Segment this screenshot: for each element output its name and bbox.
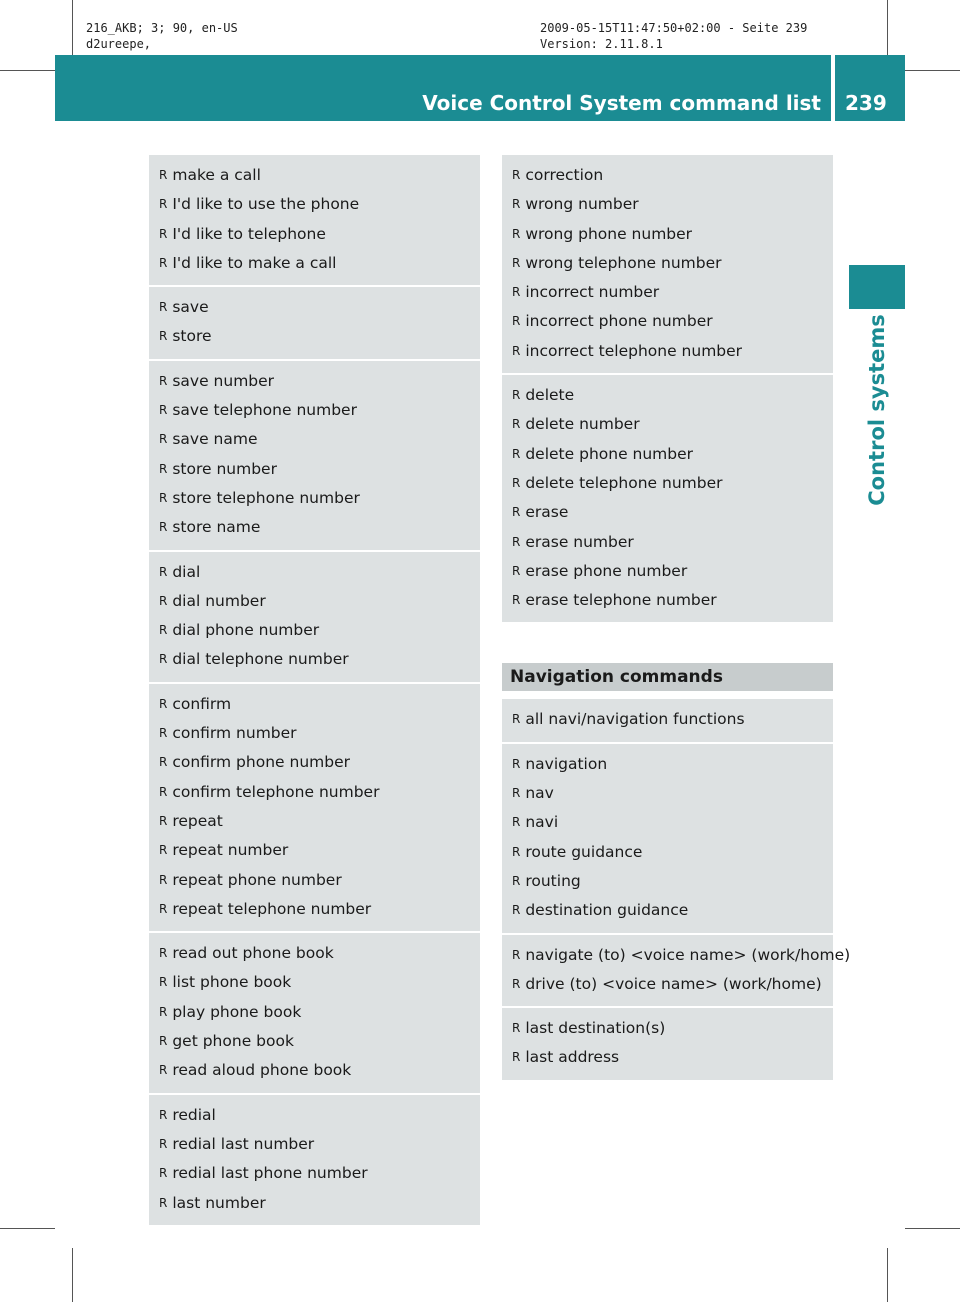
bullet-icon: R — [159, 197, 168, 212]
bullet-icon: R — [512, 314, 521, 329]
command-item — [149, 1101, 480, 1130]
command-text: erase telephone number — [525, 591, 717, 610]
bullet-icon: R — [512, 563, 521, 578]
command-item — [502, 808, 833, 837]
meta-left-line1: 216_AKB; 3; 90, en-US — [86, 21, 238, 35]
bullet-icon: R — [159, 946, 168, 961]
crop-mark — [905, 1228, 960, 1229]
bullet-icon: R — [159, 1107, 168, 1122]
command-text: confirm phone number — [172, 753, 350, 772]
command-text: navigation — [525, 754, 608, 773]
page-number: 239 — [845, 91, 887, 115]
command-item — [149, 1056, 480, 1085]
command-item — [502, 867, 833, 896]
command-text: store number — [172, 459, 277, 478]
bullet-icon: R — [159, 696, 168, 711]
command-group — [502, 699, 833, 743]
command-text: correction — [525, 166, 604, 184]
command-item — [502, 705, 833, 734]
command-item — [502, 557, 833, 586]
command-item — [502, 249, 833, 278]
command-group — [149, 287, 480, 361]
command-item — [149, 1159, 480, 1188]
bullet-icon: R — [512, 197, 521, 212]
command-item — [502, 220, 833, 249]
command-text: delete phone number — [525, 444, 694, 463]
command-text: last destination(s) — [525, 1019, 666, 1038]
command-text: erase phone number — [525, 561, 688, 580]
command-text: nav — [525, 784, 554, 803]
bullet-icon: R — [159, 813, 168, 828]
command-item — [149, 322, 480, 351]
command-item — [502, 410, 833, 439]
command-text: last address — [525, 1048, 620, 1067]
command-text: wrong number — [525, 195, 639, 214]
crop-mark — [72, 0, 73, 55]
bullet-icon: R — [512, 255, 521, 270]
command-text: read out phone book — [172, 944, 334, 963]
bullet-icon: R — [159, 975, 168, 990]
command-item — [149, 161, 480, 190]
command-group — [149, 933, 480, 1094]
command-text: erase number — [525, 532, 634, 551]
command-text: get phone book — [172, 1032, 294, 1051]
command-item — [502, 1014, 833, 1043]
bullet-icon: R — [159, 1004, 168, 1019]
command-item — [149, 293, 480, 322]
command-item — [502, 440, 833, 469]
bullet-icon: R — [512, 1021, 521, 1036]
command-item — [149, 968, 480, 997]
command-text: confirm — [172, 694, 232, 713]
command-text: erase — [525, 503, 569, 522]
command-group — [149, 1095, 480, 1227]
command-text: delete telephone number — [525, 473, 723, 492]
section-tab — [849, 265, 905, 309]
crop-mark — [905, 70, 960, 71]
crop-mark — [887, 0, 888, 55]
command-group — [502, 935, 851, 1009]
bullet-icon: R — [159, 872, 168, 887]
bullet-icon: R — [512, 593, 521, 608]
command-group — [149, 361, 480, 552]
bullet-icon: R — [159, 1034, 168, 1049]
bullet-icon: R — [159, 461, 168, 476]
bullet-icon: R — [512, 505, 521, 520]
command-text: wrong telephone number — [525, 253, 722, 272]
command-item — [502, 838, 833, 867]
bullet-icon: R — [159, 403, 168, 418]
command-text: make a call — [172, 166, 261, 184]
command-text: save name — [172, 430, 258, 449]
bullet-icon: R — [159, 652, 168, 667]
bullet-icon: R — [159, 1136, 168, 1151]
print-meta-left — [86, 20, 238, 52]
command-item — [149, 1027, 480, 1056]
command-item — [502, 161, 833, 190]
command-text: save number — [172, 371, 275, 390]
bullet-icon: R — [512, 815, 521, 830]
command-text: last number — [172, 1193, 266, 1212]
command-item — [149, 690, 480, 719]
bullet-icon: R — [159, 901, 168, 916]
bullet-icon: R — [512, 417, 521, 432]
command-item — [502, 896, 833, 925]
navigation-command-groups — [502, 699, 851, 1081]
command-item — [149, 645, 480, 674]
command-item — [149, 778, 480, 807]
bullet-icon: R — [512, 756, 521, 771]
page-title: Voice Control System command list — [422, 91, 821, 115]
command-text: redial last number — [172, 1134, 315, 1153]
command-text: all navi/navigation functions — [525, 710, 745, 729]
command-item — [502, 469, 833, 498]
bullet-icon: R — [159, 593, 168, 608]
command-item — [149, 939, 480, 968]
bullet-icon: R — [159, 168, 168, 182]
bullet-icon: R — [159, 490, 168, 505]
command-text: incorrect number — [525, 283, 660, 302]
command-item — [149, 484, 480, 513]
command-text: navi — [525, 813, 559, 832]
bullet-icon: R — [512, 873, 521, 888]
command-item — [502, 528, 833, 557]
bullet-icon: R — [159, 755, 168, 770]
command-text: dial number — [172, 591, 266, 610]
command-item — [149, 249, 480, 278]
crop-mark — [887, 1248, 888, 1302]
command-item — [502, 381, 833, 410]
command-item — [149, 616, 480, 645]
command-item — [149, 748, 480, 777]
command-text: incorrect phone number — [525, 312, 713, 331]
command-text: redial — [172, 1105, 216, 1124]
command-text: incorrect telephone number — [525, 341, 743, 360]
command-item — [149, 190, 480, 219]
command-text: routing — [525, 871, 581, 890]
command-text: dial phone number — [172, 621, 320, 640]
bullet-icon: R — [159, 726, 168, 741]
command-item — [149, 513, 480, 542]
command-text: repeat number — [172, 841, 289, 860]
meta-right-line2: Version: 2.11.8.1 — [540, 37, 663, 51]
bullet-icon: R — [159, 300, 168, 315]
command-item — [149, 367, 480, 396]
bullet-icon: R — [512, 475, 521, 490]
bullet-icon: R — [512, 976, 521, 991]
command-item — [502, 750, 833, 779]
command-text: delete number — [525, 415, 640, 434]
command-item — [149, 836, 480, 865]
command-item — [149, 425, 480, 454]
command-item — [502, 307, 833, 336]
right-command-column — [502, 155, 851, 1082]
command-text: navigate (to) <voice name> (work/home) — [525, 945, 851, 964]
command-item — [502, 498, 833, 527]
command-text: I'd like to make a call — [172, 253, 337, 272]
bullet-icon: R — [159, 432, 168, 447]
command-item — [502, 278, 833, 307]
command-text: destination guidance — [525, 901, 689, 920]
bullet-icon: R — [512, 903, 521, 918]
bullet-icon: R — [159, 1063, 168, 1078]
bullet-icon: R — [159, 329, 168, 344]
meta-left-line2: d2ureepe, — [86, 37, 152, 51]
bullet-icon: R — [512, 534, 521, 549]
command-item — [149, 719, 480, 748]
navigation-section-title: Navigation commands — [502, 663, 833, 691]
command-group — [149, 552, 480, 684]
bullet-icon: R — [512, 446, 521, 461]
command-group — [502, 1008, 833, 1082]
command-item — [149, 558, 480, 587]
command-item — [502, 779, 833, 808]
command-item — [149, 998, 480, 1027]
bullet-icon: R — [512, 786, 521, 801]
command-item — [502, 190, 833, 219]
header-bar — [55, 55, 905, 121]
command-group — [502, 375, 833, 624]
bullet-icon: R — [159, 226, 168, 241]
command-text: store name — [172, 518, 261, 537]
bullet-icon: R — [159, 520, 168, 535]
command-text: delete — [525, 386, 575, 405]
bullet-icon: R — [512, 947, 521, 962]
crop-mark — [72, 1248, 73, 1302]
bullet-icon: R — [512, 1050, 521, 1065]
command-item — [149, 220, 480, 249]
command-item — [502, 970, 833, 999]
command-text: dial telephone number — [172, 650, 349, 669]
command-item — [149, 587, 480, 616]
crop-mark — [0, 1228, 55, 1229]
command-text: repeat telephone number — [172, 899, 372, 918]
bullet-icon: R — [159, 1195, 168, 1210]
command-text: save telephone number — [172, 401, 357, 420]
bullet-icon: R — [512, 168, 521, 182]
bullet-icon: R — [159, 255, 168, 270]
header-divider — [831, 55, 835, 121]
bullet-icon: R — [512, 712, 521, 727]
command-item — [502, 337, 833, 366]
command-item — [149, 1189, 480, 1218]
command-item — [502, 586, 833, 615]
command-text: confirm telephone number — [172, 782, 380, 801]
command-text: list phone book — [172, 973, 292, 992]
bullet-icon: R — [512, 226, 521, 241]
command-text: save — [172, 298, 209, 317]
command-text: repeat — [172, 811, 223, 830]
left-command-column — [149, 155, 480, 1227]
bullet-icon: R — [512, 388, 521, 403]
bullet-icon: R — [512, 343, 521, 358]
command-item — [149, 396, 480, 425]
bullet-icon: R — [159, 373, 168, 388]
command-text: repeat phone number — [172, 870, 342, 889]
command-text: store — [172, 327, 212, 346]
command-item — [502, 941, 851, 970]
command-text: drive (to) <voice name> (work/home) — [525, 974, 822, 993]
command-group — [149, 684, 480, 933]
crop-mark — [0, 70, 55, 71]
section-label: Control systems — [865, 314, 889, 506]
command-item — [149, 455, 480, 484]
print-meta-right — [540, 20, 807, 52]
command-text: dial — [172, 562, 201, 581]
command-text: play phone book — [172, 1002, 302, 1021]
command-group — [502, 744, 833, 935]
command-text: route guidance — [525, 842, 643, 861]
bullet-icon: R — [159, 784, 168, 799]
bullet-icon: R — [512, 285, 521, 300]
bullet-icon: R — [512, 844, 521, 859]
command-group — [149, 155, 480, 287]
command-text: I'd like to telephone — [172, 224, 326, 243]
command-item — [149, 895, 480, 924]
command-item — [149, 1130, 480, 1159]
bullet-icon: R — [159, 564, 168, 579]
command-group — [502, 155, 833, 375]
command-text: wrong phone number — [525, 224, 693, 243]
command-item — [502, 1043, 833, 1072]
meta-right-line1: 2009-05-15T11:47:50+02:00 - Seite 239 — [540, 21, 808, 35]
command-text: confirm number — [172, 724, 297, 743]
command-text: read aloud phone book — [172, 1061, 352, 1080]
right-command-groups — [502, 155, 833, 624]
bullet-icon: R — [159, 843, 168, 858]
bullet-icon: R — [159, 623, 168, 638]
command-item — [149, 866, 480, 895]
command-text: I'd like to use the phone — [172, 195, 360, 214]
command-text: store telephone number — [172, 488, 360, 507]
command-item — [149, 807, 480, 836]
bullet-icon: R — [159, 1166, 168, 1181]
command-text: redial last phone number — [172, 1164, 368, 1183]
